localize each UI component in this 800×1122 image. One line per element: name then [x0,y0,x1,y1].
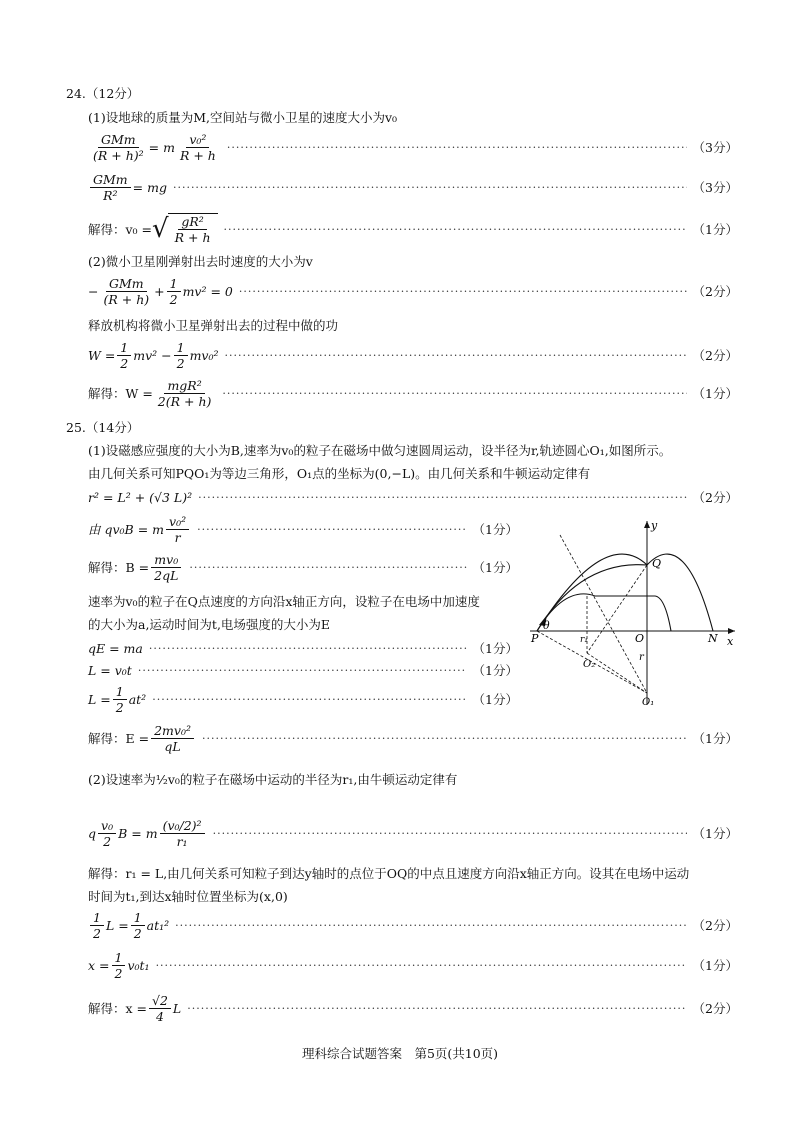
q25-eq6-row: L = $\frac{1}{2}$ at² ····· （1分） [88,682,518,716]
dashed-O2O1 [587,653,647,693]
leader-dots [149,642,467,655]
q25-eq10-row: x = $\frac{1}{2}$ v₀t₁ ····· （1分） [88,948,738,982]
leader-dots [227,141,687,154]
label-x: x [727,635,734,648]
leader-dots [175,919,686,932]
leader-dots [202,732,687,745]
leader-dots [138,664,467,677]
leader-dots [152,693,466,706]
score: （1分） [692,731,738,746]
score: （1分） [472,692,518,707]
score: （1分） [472,663,518,678]
q25-text7: 时间为t₁,到达x轴时位置坐标为(x,0) [88,889,288,904]
leader-dots [224,223,687,236]
q25-eq9-row: 1 2 L = $\frac{1}{2}$ at₁² ····· （2分） [88,908,738,942]
label-P: P [531,632,539,645]
score: （1分） [692,958,738,973]
q25-eq11-row: 解得：x = $\frac{√2}{4}$ L ····· （2分） [88,990,738,1026]
label-r: r [639,652,644,663]
q25-eq3-row: 解得：B = $\frac{\text{mv₀}}{2qL}$ ····· （1分） [88,550,518,584]
small-trajectory [537,594,671,631]
label-r1: r₁ [580,635,588,645]
q25-eq7-row: 解得：E = $\frac{\text{2mv₀²}}{qL}$ ····· （1分） [88,720,738,756]
page-footer: 理科综合试题答案 第5页(共10页) [301,1046,499,1061]
q25-eq4-row: qE = ma ····· （1分） [88,638,518,658]
label-theta: θ [543,619,550,632]
q25-part1-text: (1)设磁感应强度的大小为B,速率为v₀的粒子在磁场中做匀速圆周运动，设半径为r,轨迹圆心O₁,如图所示。 [88,443,672,458]
score: （2分） [692,284,738,299]
q25-eq5-row: L = v₀t ····· （1分） [88,660,518,680]
leader-dots [189,561,466,574]
score: （1分） [692,826,738,841]
leader-dots [213,827,687,840]
q24-eq6-row: 解得：W = mgR² 2(R + h) ····· （1分） [88,376,738,410]
leader-dots [173,181,687,194]
score: （2分） [692,348,738,363]
q25-text4: 的大小为a,运动时间为t,电场强度的大小为E [88,617,331,632]
score: （1分） [692,386,738,401]
label-O1: O₁ [642,697,655,708]
score: （1分） [692,222,738,237]
q24-eq1-row: GMm (R + h)² = m v₀² R + h ····· （3分） [88,130,738,164]
q25-eq1-row: r² = L² + (√3 L)² ····· （2分） [88,486,738,508]
q25-part1-text2: 由几何关系可知PQO₁为等边三角形，O₁点的坐标为(0,−L)。由几何关系和牛顿运动定律有 [88,466,591,481]
q25-eq2-row: 由 qv₀B = m v₀² r ····· （1分） [88,512,518,546]
score: （1分） [472,522,518,537]
q24-part2-text: (2)微小卫星刚弹射出去时速度的大小为v [88,254,313,269]
q25-heading: 25.（14分） [66,420,140,435]
score: （3分） [692,180,738,195]
score: （2分） [692,918,738,933]
q24-eq4-row: − GMm (R + h) + $\frac{1}{2}$ mv² = 0 ····· （2分） [88,274,738,308]
label-Q: Q [652,557,662,570]
q24-part2-work-text: 释放机构将微小卫星弹射出去的过程中做的功 [88,318,339,333]
score: （2分） [692,490,738,505]
label-y: y [651,519,658,532]
leader-dots [156,959,687,972]
leader-dots [197,523,466,536]
label-O2: O₂ [583,659,596,670]
score: （1分） [472,641,518,656]
score: （3分） [692,140,738,155]
leader-dots [187,1002,686,1015]
q24-heading: 24.（12分） [66,86,140,101]
leader-dots [225,349,687,362]
q25-part2-text: (2)设速率为½v₀的粒子在磁场中运动的半径为r₁,由牛顿运动定律有 [88,772,458,787]
trajectory-figure [525,515,745,710]
q24-eq5-row: W = $\frac{1}{2}$ mv² − $\frac{1}{2}$ mv₀² ····· （2分） [88,338,738,372]
q25-eq8-row: q v₀ 2 B = m (v₀/2)² r₁ ····· （1分） [88,808,738,858]
label-N: N [708,632,718,645]
score: （1分） [472,560,518,575]
leader-dots [198,491,686,504]
q24-part1-text: (1)设地球的质量为M,空间站与微小卫星的速度大小为v₀ [88,110,398,125]
q25-text3: 速率为v₀的粒子在Q点速度的方向沿x轴正方向，设粒子在电场中加速度 [88,594,480,609]
q24-eq2-row: GMm R² = mg ····· （3分） [88,170,738,204]
y-axis-arrow [644,521,650,528]
leader-dots [222,387,686,400]
label-O: O [635,632,645,645]
q24-eq3-row: 解得：v₀ = √ $\frac{\text{gR²}}{R + h}$ ····· （1分） [88,210,738,248]
leader-dots [239,285,687,298]
inner-arc-trajectory [537,565,647,631]
q25-text6: 解得：r₁ = L,由几何关系可知粒子到达y轴时的点位于OQ的中点且速度方向沿x轴正方向。设其在电场中运动 [88,866,690,881]
x-axis-arrow [728,628,735,634]
score: （2分） [692,1001,738,1016]
